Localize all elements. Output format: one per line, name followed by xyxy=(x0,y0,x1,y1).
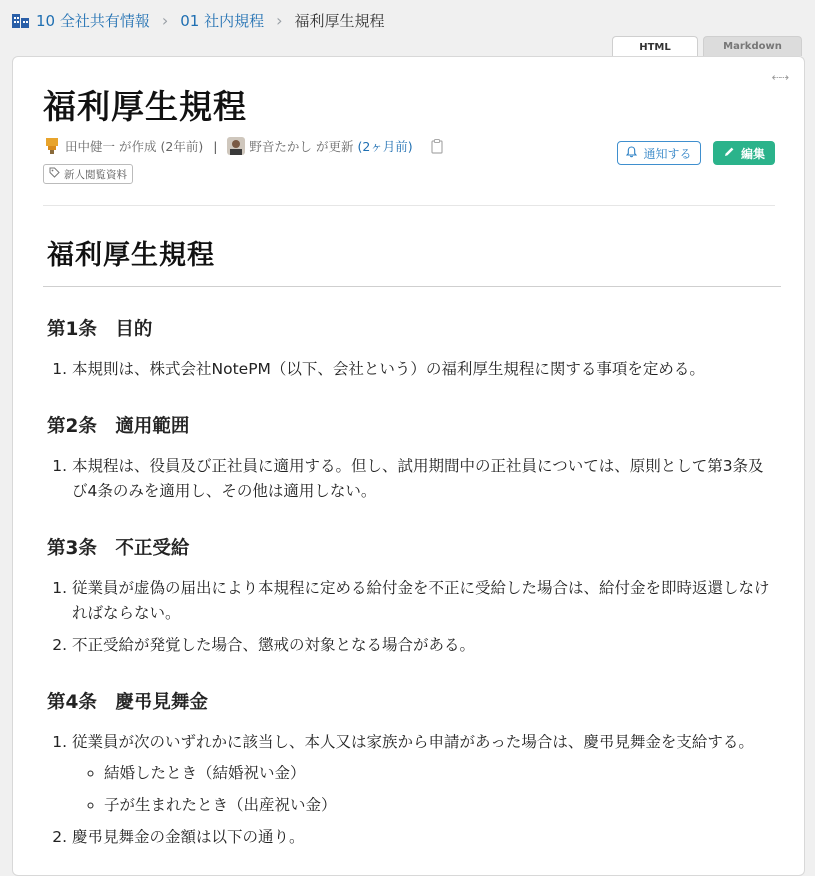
created-text: が作成 (2年前) xyxy=(119,139,204,154)
section-heading: 第2条 適用範囲 xyxy=(47,416,190,437)
updated-text: が更新 xyxy=(315,139,354,154)
list-item: 1. 本規程は、役員及び正社員に適用する。但し、試用期間中の正社員については、原則として第3条及び4条のみを適用し、その他は適用しない。 xyxy=(72,454,777,504)
section-list xyxy=(47,730,777,850)
chevron-right-icon: › xyxy=(276,10,283,30)
document-heading: 福利厚生規程 xyxy=(47,240,215,271)
document-body xyxy=(47,233,777,857)
tab-html[interactable]: HTML xyxy=(612,36,698,57)
breadcrumb-item-shared-info[interactable]: 10 全社共有情報 xyxy=(36,11,150,30)
tag-badge[interactable] xyxy=(43,164,133,184)
section-list xyxy=(47,454,777,504)
notify-label: 通知する xyxy=(643,146,692,161)
section-heading: 第1条 目的 xyxy=(47,319,153,340)
meta-separator: | xyxy=(213,138,218,154)
tag-label: 新人閲覧資料 xyxy=(64,168,127,181)
sub-list-item: ◦ 結婚したとき（結婚祝い金） xyxy=(104,761,777,786)
building-icon xyxy=(12,12,30,28)
breadcrumb-item-internal-rules[interactable]: 01 社内規程 xyxy=(180,11,265,30)
page-title: 福利厚生規程 xyxy=(43,87,247,126)
list-item: 1. 従業員が虚偽の届出により本規程に定める給付金を不正に受給した場合は、給付金を即時返還しなければならない。 xyxy=(72,576,777,626)
section-list xyxy=(47,357,777,382)
pencil-icon xyxy=(723,146,735,161)
list-item: 1. 本規則は、株式会社NotePM（以下、会社という）の福利厚生規程に関する事項を定める。 xyxy=(72,357,777,382)
list-item: 2. 不正受給が発覚した場合、懲戒の対象となる場合がある。 xyxy=(72,633,777,658)
page-panel xyxy=(12,56,805,876)
edit-label: 編集 xyxy=(740,146,765,161)
list-item-text: 従業員が次のいずれかに該当し、本人又は家族から申請があった場合は、慶弔見舞金を支給する。 xyxy=(72,733,754,751)
section-heading: 第3条 不正受給 xyxy=(47,538,190,559)
sub-list xyxy=(72,761,777,818)
view-tabs xyxy=(612,36,802,57)
section-list xyxy=(47,576,777,658)
expand-width-icon[interactable]: ⇠⇢ xyxy=(771,71,788,84)
updater-name[interactable]: 野音たかし xyxy=(249,139,312,154)
chevron-right-icon: › xyxy=(161,10,169,30)
list-item xyxy=(72,730,777,818)
section-heading: 第4条 慶弔見舞金 xyxy=(47,692,208,713)
tab-markdown[interactable]: Markdown xyxy=(703,36,802,56)
edit-button[interactable] xyxy=(713,141,775,165)
clipboard-icon[interactable] xyxy=(431,139,443,154)
updated-when-link[interactable]: (2ヶ月前) xyxy=(357,139,413,154)
breadcrumb xyxy=(12,8,385,32)
notify-button[interactable] xyxy=(617,141,701,165)
page-meta xyxy=(43,137,443,155)
list-item: 2. 慶弔見舞金の金額は以下の通り。 xyxy=(72,825,777,850)
sub-list-item: ◦ 子が生まれたとき（出産祝い金） xyxy=(104,793,777,818)
bell-icon xyxy=(626,146,637,161)
tag-icon xyxy=(49,167,60,181)
breadcrumb-current: 福利厚生規程 xyxy=(294,11,385,30)
heading-rule xyxy=(43,286,781,287)
creator-name[interactable]: 田中健一 xyxy=(65,139,116,154)
updater-avatar[interactable] xyxy=(227,137,245,155)
header-divider xyxy=(43,205,775,206)
creator-avatar[interactable] xyxy=(43,137,61,155)
